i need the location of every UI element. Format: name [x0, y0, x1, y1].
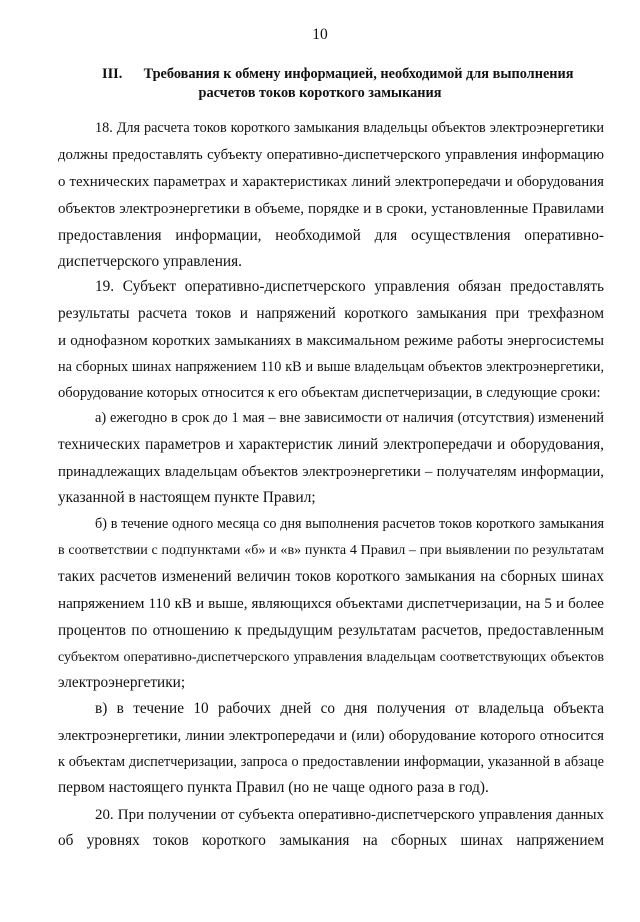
- paragraph-line: результаты расчета токов и напряжений короткого замыкания при трехфазном: [58, 305, 604, 322]
- paragraph-line: объектов электроэнергетики в объеме, порядке и в сроки, установленные Правилами: [58, 201, 604, 217]
- paragraph-line: о технических параметрах и характеристиках линий электропередачи и оборудования: [58, 174, 604, 190]
- section-number: III.: [102, 66, 123, 82]
- paragraph-line: электроэнергетики, линии электропередачи и (или) оборудование которого относится: [58, 728, 604, 744]
- paragraph-line: принадлежащих владельцам объектов электроэнергетики – получателям информации,: [58, 464, 604, 480]
- paragraph-line: к объектам диспетчеризации, запроса о предоставлении информации, указанной в абзаце: [58, 754, 604, 770]
- paragraph-line: в соответствии с подпунктами «б» и «в» пункта 4 Правил – при выявлении по результатам: [58, 542, 604, 558]
- paragraph-line: оборудование которых относится к его объектам диспетчеризации, в следующие сроки:: [58, 385, 601, 401]
- page-number: 10: [312, 26, 328, 43]
- paragraph-line: указанной в настоящем пункте Правил;: [58, 489, 316, 506]
- paragraph-line: субъектом оперативно-диспетчерского управления владельцам соответствующих объектов: [58, 649, 604, 665]
- paragraph-line: процентов по отношению к предыдущим результатам расчетов, предоставленным: [58, 622, 604, 639]
- paragraph-line: в) в течение 10 рабочих дней со дня получения от владельца объекта: [95, 700, 604, 717]
- paragraph-line: диспетчерского управления.: [58, 253, 242, 270]
- paragraph-line: на сборных шинах напряжением 110 кВ и выше владельцам объектов электроэнергетики,: [58, 359, 604, 375]
- paragraph-line: и однофазном коротких замыканиях в максимальном режиме работы энергосистемы: [58, 333, 604, 349]
- paragraph-line: б) в течение одного месяца со дня выполнения расчетов токов короткого замыкания: [95, 516, 604, 532]
- paragraph-line: об уровнях токов короткого замыкания на сборных шинах напряжением: [58, 832, 604, 849]
- paragraph-line: напряжением 110 кВ и выше, являющихся объектами диспетчеризации, на 5 и более: [58, 596, 604, 612]
- paragraph-line: должны предоставлять субъекту оперативно-диспетчерского управления информацию: [58, 147, 604, 163]
- paragraph-line: первом настоящего пункта Правил (но не чаще одного раза в год).: [58, 779, 489, 796]
- paragraph-line: 19. Субъект оперативно-диспетчерского управления обязан предоставлять: [95, 278, 604, 295]
- paragraph-line: 20. При получении от субъекта оперативно-диспетчерского управления данных: [95, 807, 604, 823]
- paragraph-line: предоставления информации, необходимой для осуществления оперативно-: [58, 227, 604, 244]
- paragraph-line: технических параметров и характеристик линий электропередачи и оборудования,: [58, 436, 604, 453]
- section-heading: [102, 66, 574, 83]
- paragraph-line: таких расчетов изменений величин токов короткого замыкания на сборных шинах: [58, 568, 604, 585]
- section-title-line-2: расчетов токов короткого замыкания: [198, 85, 442, 101]
- paragraph-line: электроэнергетики;: [58, 674, 186, 691]
- paragraph-line: а) ежегодно в срок до 1 мая – вне зависимости от наличия (отсутствия) изменений: [95, 410, 604, 426]
- paragraph-line: 18. Для расчета токов короткого замыкания владельцы объектов электроэнергетики: [95, 120, 604, 136]
- section-title-line-1: Требования к обмену информацией, необходимой для выполнения: [143, 66, 574, 82]
